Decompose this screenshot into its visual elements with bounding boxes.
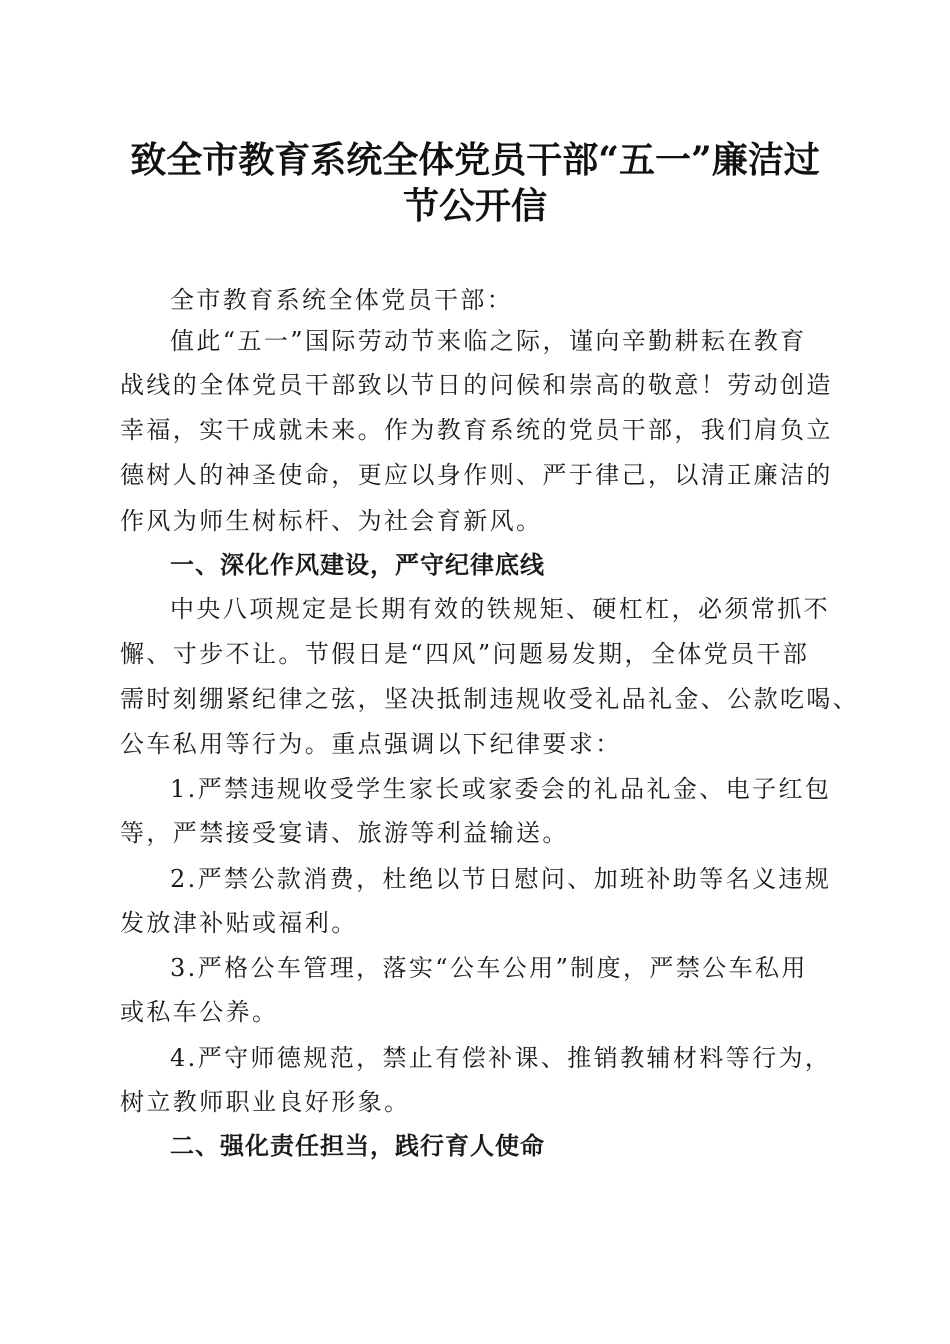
rule-4-line-1: 4.严守师德规范，禁止有偿补课、推销教辅材料等行为， (170, 1044, 832, 1072)
rule-3-line-1: 3.严格公车管理，落实“公车公用”制度，严禁公车私用 (170, 954, 808, 982)
intro-line-3: 幸福，实干成就未来。作为教育系统的党员干部，我们肩负立 (120, 416, 833, 444)
section-1-heading: 一、深化作风建设，严守纪律底线 (170, 551, 545, 579)
rule-4-line-2: 树立教师职业良好形象。 (120, 1088, 411, 1116)
rule-1-line-1: 1.严禁违规收受学生家长或家委会的礼品礼金、电子红包 (170, 775, 832, 803)
section-1-line-4: 公车私用等行为。重点强调以下纪律要求： (120, 730, 622, 758)
section-1-line-2: 懈、寸步不让。节假日是“四风”问题易发期，全体党员干部 (120, 640, 810, 668)
section-1-line-3: 需时刻绷紧纪律之弦，坚决抵制违规收受礼品礼金、公款吃喝、 (120, 685, 860, 713)
section-2-heading: 二、强化责任担当，践行育人使命 (170, 1132, 545, 1160)
rule-2-line-1: 2.严禁公款消费，杜绝以节日慰问、加班补助等名义违规 (170, 865, 832, 893)
rule-2-line-2: 发放津补贴或福利。 (120, 909, 358, 937)
rule-3-line-2: 或私车公养。 (120, 998, 279, 1026)
rule-1-line-2: 等，严禁接受宴请、旅游等利益输送。 (120, 819, 569, 847)
intro-line-5: 作风为师生树标杆、为社会育新风。 (120, 507, 543, 535)
salutation: 全市教育系统全体党员干部： (170, 286, 514, 314)
section-1-line-1: 中央八项规定是长期有效的铁规矩、硬杠杠，必须常抓不 (170, 595, 830, 623)
intro-line-1: 值此“五一”国际劳动节来临之际，谨向辛勤耕耘在教育 (170, 327, 807, 355)
intro-line-2: 战线的全体党员干部致以节日的问候和崇高的敬意！劳动创造 (120, 371, 833, 399)
intro-line-4: 德树人的神圣使命，更应以身作则、严于律己，以清正廉洁的 (120, 461, 833, 489)
document-title-line-2: 节公开信 (402, 185, 547, 227)
document-title-line-1: 致全市教育系统全体党员干部“五一”廉洁过 (130, 139, 820, 181)
